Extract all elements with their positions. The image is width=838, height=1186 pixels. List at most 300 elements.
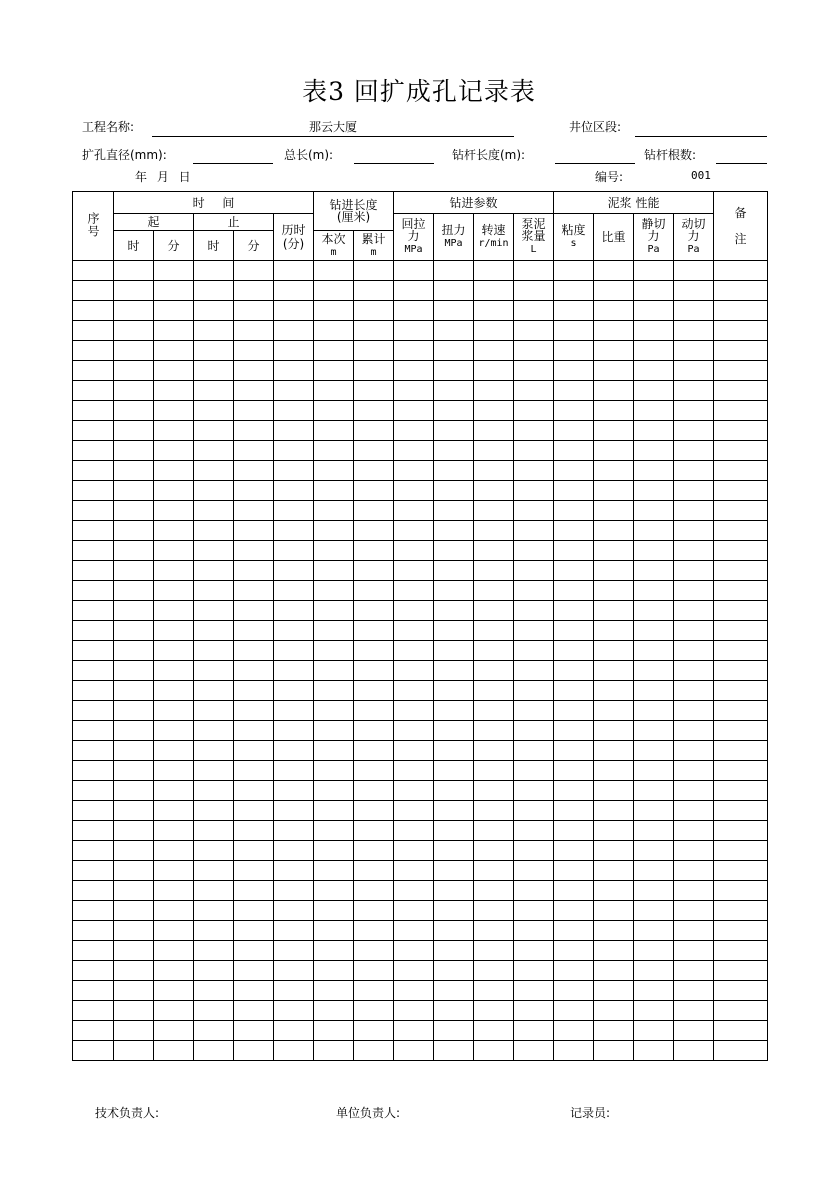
table-cell[interactable]	[714, 301, 768, 321]
table-cell[interactable]	[274, 461, 314, 481]
table-cell[interactable]	[554, 721, 594, 741]
table-cell[interactable]	[594, 321, 634, 341]
table-cell[interactable]	[634, 661, 674, 681]
table-cell[interactable]	[714, 801, 768, 821]
table-cell[interactable]	[194, 861, 234, 881]
table-cell[interactable]	[73, 341, 114, 361]
table-cell[interactable]	[634, 701, 674, 721]
table-cell[interactable]	[634, 301, 674, 321]
table-cell[interactable]	[474, 541, 514, 561]
table-cell[interactable]	[474, 701, 514, 721]
table-cell[interactable]	[474, 721, 514, 741]
table-cell[interactable]	[514, 501, 554, 521]
table-cell[interactable]	[114, 1041, 154, 1061]
table-cell[interactable]	[354, 421, 394, 441]
table-cell[interactable]	[274, 361, 314, 381]
table-cell[interactable]	[234, 401, 274, 421]
table-cell[interactable]	[594, 641, 634, 661]
table-cell[interactable]	[114, 961, 154, 981]
table-cell[interactable]	[274, 901, 314, 921]
table-cell[interactable]	[354, 981, 394, 1001]
table-cell[interactable]	[354, 361, 394, 381]
table-cell[interactable]	[354, 341, 394, 361]
table-cell[interactable]	[634, 921, 674, 941]
table-cell[interactable]	[394, 561, 434, 581]
table-cell[interactable]	[514, 901, 554, 921]
table-cell[interactable]	[314, 641, 354, 661]
table-cell[interactable]	[314, 741, 354, 761]
table-cell[interactable]	[474, 861, 514, 881]
table-cell[interactable]	[114, 1001, 154, 1021]
table-cell[interactable]	[114, 321, 154, 341]
table-cell[interactable]	[514, 561, 554, 581]
table-cell[interactable]	[314, 681, 354, 701]
table-cell[interactable]	[634, 961, 674, 981]
table-cell[interactable]	[554, 301, 594, 321]
table-cell[interactable]	[114, 621, 154, 641]
table-cell[interactable]	[73, 421, 114, 441]
table-cell[interactable]	[554, 441, 594, 461]
table-cell[interactable]	[674, 721, 714, 741]
table-cell[interactable]	[514, 961, 554, 981]
table-cell[interactable]	[394, 401, 434, 421]
table-cell[interactable]	[114, 721, 154, 741]
table-cell[interactable]	[674, 1041, 714, 1061]
table-cell[interactable]	[314, 921, 354, 941]
table-cell[interactable]	[394, 641, 434, 661]
table-cell[interactable]	[394, 441, 434, 461]
table-cell[interactable]	[234, 561, 274, 581]
table-cell[interactable]	[354, 561, 394, 581]
table-cell[interactable]	[194, 601, 234, 621]
table-cell[interactable]	[73, 281, 114, 301]
table-cell[interactable]	[434, 381, 474, 401]
table-cell[interactable]	[314, 401, 354, 421]
table-cell[interactable]	[714, 341, 768, 361]
table-cell[interactable]	[194, 361, 234, 381]
table-cell[interactable]	[514, 401, 554, 421]
table-cell[interactable]	[274, 541, 314, 561]
table-cell[interactable]	[354, 481, 394, 501]
table-cell[interactable]	[154, 841, 194, 861]
table-cell[interactable]	[354, 901, 394, 921]
table-cell[interactable]	[73, 1041, 114, 1061]
table-cell[interactable]	[554, 741, 594, 761]
table-cell[interactable]	[73, 561, 114, 581]
table-cell[interactable]	[234, 721, 274, 741]
table-cell[interactable]	[634, 741, 674, 761]
table-cell[interactable]	[634, 381, 674, 401]
table-cell[interactable]	[73, 741, 114, 761]
table-cell[interactable]	[594, 501, 634, 521]
rod-count-field[interactable]	[716, 163, 767, 164]
table-cell[interactable]	[194, 941, 234, 961]
table-cell[interactable]	[434, 261, 474, 281]
table-cell[interactable]	[194, 481, 234, 501]
table-cell[interactable]	[714, 821, 768, 841]
table-cell[interactable]	[154, 341, 194, 361]
table-cell[interactable]	[274, 441, 314, 461]
table-cell[interactable]	[194, 521, 234, 541]
table-cell[interactable]	[674, 841, 714, 861]
table-cell[interactable]	[714, 961, 768, 981]
table-cell[interactable]	[314, 801, 354, 821]
table-cell[interactable]	[674, 741, 714, 761]
table-cell[interactable]	[114, 541, 154, 561]
table-cell[interactable]	[194, 721, 234, 741]
table-cell[interactable]	[674, 961, 714, 981]
table-cell[interactable]	[394, 861, 434, 881]
table-cell[interactable]	[73, 401, 114, 421]
table-cell[interactable]	[114, 461, 154, 481]
table-cell[interactable]	[554, 601, 594, 621]
table-cell[interactable]	[234, 621, 274, 641]
table-cell[interactable]	[274, 581, 314, 601]
table-cell[interactable]	[594, 301, 634, 321]
table-cell[interactable]	[154, 901, 194, 921]
table-cell[interactable]	[634, 721, 674, 741]
table-cell[interactable]	[274, 741, 314, 761]
table-cell[interactable]	[114, 601, 154, 621]
table-cell[interactable]	[594, 481, 634, 501]
table-cell[interactable]	[554, 581, 594, 601]
table-cell[interactable]	[634, 841, 674, 861]
table-cell[interactable]	[194, 1001, 234, 1021]
table-cell[interactable]	[554, 881, 594, 901]
table-cell[interactable]	[234, 281, 274, 301]
table-cell[interactable]	[274, 801, 314, 821]
table-cell[interactable]	[514, 821, 554, 841]
table-cell[interactable]	[314, 761, 354, 781]
table-cell[interactable]	[514, 461, 554, 481]
table-cell[interactable]	[73, 1021, 114, 1041]
table-cell[interactable]	[594, 861, 634, 881]
table-cell[interactable]	[554, 861, 594, 881]
table-cell[interactable]	[73, 481, 114, 501]
table-cell[interactable]	[434, 721, 474, 741]
table-cell[interactable]	[274, 501, 314, 521]
table-cell[interactable]	[234, 1001, 274, 1021]
table-cell[interactable]	[234, 821, 274, 841]
table-cell[interactable]	[434, 781, 474, 801]
table-cell[interactable]	[394, 501, 434, 521]
table-cell[interactable]	[314, 661, 354, 681]
table-cell[interactable]	[594, 761, 634, 781]
table-cell[interactable]	[314, 541, 354, 561]
table-cell[interactable]	[234, 601, 274, 621]
table-cell[interactable]	[474, 821, 514, 841]
table-cell[interactable]	[714, 621, 768, 641]
table-cell[interactable]	[354, 441, 394, 461]
table-cell[interactable]	[634, 401, 674, 421]
table-cell[interactable]	[154, 941, 194, 961]
table-cell[interactable]	[354, 801, 394, 821]
table-cell[interactable]	[474, 361, 514, 381]
table-cell[interactable]	[234, 441, 274, 461]
table-cell[interactable]	[634, 281, 674, 301]
table-cell[interactable]	[154, 441, 194, 461]
table-cell[interactable]	[114, 501, 154, 521]
table-cell[interactable]	[674, 541, 714, 561]
table-cell[interactable]	[354, 861, 394, 881]
table-cell[interactable]	[274, 661, 314, 681]
table-cell[interactable]	[434, 921, 474, 941]
table-cell[interactable]	[474, 621, 514, 641]
table-cell[interactable]	[394, 301, 434, 321]
table-cell[interactable]	[274, 1001, 314, 1021]
table-cell[interactable]	[314, 281, 354, 301]
table-cell[interactable]	[434, 1041, 474, 1061]
table-cell[interactable]	[474, 441, 514, 461]
table-cell[interactable]	[674, 1001, 714, 1021]
table-cell[interactable]	[554, 541, 594, 561]
table-cell[interactable]	[194, 701, 234, 721]
table-cell[interactable]	[394, 981, 434, 1001]
table-cell[interactable]	[314, 1001, 354, 1021]
table-cell[interactable]	[314, 441, 354, 461]
table-cell[interactable]	[114, 701, 154, 721]
table-cell[interactable]	[354, 261, 394, 281]
table-cell[interactable]	[234, 361, 274, 381]
table-cell[interactable]	[154, 321, 194, 341]
table-cell[interactable]	[73, 521, 114, 541]
table-cell[interactable]	[274, 341, 314, 361]
table-cell[interactable]	[474, 961, 514, 981]
table-cell[interactable]	[314, 581, 354, 601]
table-cell[interactable]	[314, 461, 354, 481]
table-cell[interactable]	[194, 641, 234, 661]
table-cell[interactable]	[714, 361, 768, 381]
table-cell[interactable]	[714, 701, 768, 721]
table-cell[interactable]	[474, 841, 514, 861]
table-cell[interactable]	[354, 721, 394, 741]
table-cell[interactable]	[594, 441, 634, 461]
table-cell[interactable]	[274, 421, 314, 441]
table-cell[interactable]	[514, 801, 554, 821]
table-cell[interactable]	[714, 261, 768, 281]
table-cell[interactable]	[674, 941, 714, 961]
table-cell[interactable]	[234, 881, 274, 901]
table-cell[interactable]	[714, 541, 768, 561]
table-cell[interactable]	[554, 1001, 594, 1021]
table-cell[interactable]	[73, 761, 114, 781]
table-cell[interactable]	[154, 781, 194, 801]
table-cell[interactable]	[434, 461, 474, 481]
table-cell[interactable]	[674, 661, 714, 681]
table-cell[interactable]	[474, 1041, 514, 1061]
table-cell[interactable]	[674, 801, 714, 821]
table-cell[interactable]	[474, 581, 514, 601]
table-cell[interactable]	[434, 341, 474, 361]
table-cell[interactable]	[634, 621, 674, 641]
table-cell[interactable]	[154, 641, 194, 661]
table-cell[interactable]	[714, 781, 768, 801]
table-cell[interactable]	[274, 281, 314, 301]
table-cell[interactable]	[474, 501, 514, 521]
table-cell[interactable]	[474, 681, 514, 701]
table-cell[interactable]	[194, 921, 234, 941]
table-cell[interactable]	[514, 301, 554, 321]
table-cell[interactable]	[514, 921, 554, 941]
table-cell[interactable]	[234, 861, 274, 881]
table-cell[interactable]	[554, 261, 594, 281]
table-cell[interactable]	[434, 481, 474, 501]
table-cell[interactable]	[234, 541, 274, 561]
table-cell[interactable]	[554, 961, 594, 981]
table-cell[interactable]	[154, 761, 194, 781]
table-cell[interactable]	[194, 401, 234, 421]
table-cell[interactable]	[154, 281, 194, 301]
table-cell[interactable]	[394, 941, 434, 961]
table-cell[interactable]	[194, 681, 234, 701]
table-cell[interactable]	[394, 1001, 434, 1021]
table-cell[interactable]	[514, 681, 554, 701]
table-cell[interactable]	[394, 1021, 434, 1041]
table-cell[interactable]	[594, 421, 634, 441]
table-cell[interactable]	[594, 521, 634, 541]
table-cell[interactable]	[234, 661, 274, 681]
table-cell[interactable]	[274, 601, 314, 621]
table-cell[interactable]	[514, 641, 554, 661]
table-cell[interactable]	[474, 781, 514, 801]
table-cell[interactable]	[274, 941, 314, 961]
table-cell[interactable]	[434, 601, 474, 621]
table-cell[interactable]	[514, 701, 554, 721]
table-cell[interactable]	[554, 561, 594, 581]
table-cell[interactable]	[714, 1021, 768, 1041]
table-cell[interactable]	[674, 621, 714, 641]
table-cell[interactable]	[154, 561, 194, 581]
table-cell[interactable]	[114, 801, 154, 821]
table-cell[interactable]	[194, 281, 234, 301]
table-cell[interactable]	[434, 741, 474, 761]
table-cell[interactable]	[474, 601, 514, 621]
table-cell[interactable]	[514, 601, 554, 621]
table-cell[interactable]	[554, 981, 594, 1001]
table-cell[interactable]	[554, 821, 594, 841]
table-cell[interactable]	[474, 881, 514, 901]
table-cell[interactable]	[114, 1021, 154, 1041]
table-cell[interactable]	[314, 561, 354, 581]
table-cell[interactable]	[634, 681, 674, 701]
table-cell[interactable]	[234, 301, 274, 321]
table-cell[interactable]	[73, 321, 114, 341]
table-cell[interactable]	[274, 881, 314, 901]
table-cell[interactable]	[114, 821, 154, 841]
table-cell[interactable]	[73, 841, 114, 861]
table-cell[interactable]	[194, 761, 234, 781]
table-cell[interactable]	[474, 401, 514, 421]
table-cell[interactable]	[274, 621, 314, 641]
table-cell[interactable]	[634, 341, 674, 361]
table-cell[interactable]	[154, 821, 194, 841]
table-cell[interactable]	[354, 941, 394, 961]
table-cell[interactable]	[714, 581, 768, 601]
table-cell[interactable]	[434, 401, 474, 421]
table-cell[interactable]	[114, 421, 154, 441]
table-cell[interactable]	[194, 441, 234, 461]
table-cell[interactable]	[474, 641, 514, 661]
table-cell[interactable]	[354, 301, 394, 321]
table-cell[interactable]	[714, 921, 768, 941]
table-cell[interactable]	[714, 421, 768, 441]
table-cell[interactable]	[554, 701, 594, 721]
table-cell[interactable]	[674, 601, 714, 621]
table-cell[interactable]	[234, 261, 274, 281]
table-cell[interactable]	[514, 761, 554, 781]
table-cell[interactable]	[274, 561, 314, 581]
table-cell[interactable]	[73, 981, 114, 1001]
table-cell[interactable]	[114, 941, 154, 961]
table-cell[interactable]	[194, 841, 234, 861]
table-cell[interactable]	[194, 421, 234, 441]
table-cell[interactable]	[714, 521, 768, 541]
table-cell[interactable]	[714, 881, 768, 901]
table-cell[interactable]	[394, 281, 434, 301]
table-cell[interactable]	[114, 641, 154, 661]
table-cell[interactable]	[434, 521, 474, 541]
table-cell[interactable]	[194, 1021, 234, 1041]
table-cell[interactable]	[73, 661, 114, 681]
table-cell[interactable]	[314, 341, 354, 361]
table-cell[interactable]	[634, 781, 674, 801]
table-cell[interactable]	[634, 461, 674, 481]
table-cell[interactable]	[154, 501, 194, 521]
well-section-field[interactable]	[635, 136, 767, 137]
table-cell[interactable]	[634, 1041, 674, 1061]
table-cell[interactable]	[434, 941, 474, 961]
table-cell[interactable]	[594, 661, 634, 681]
table-cell[interactable]	[114, 761, 154, 781]
table-cell[interactable]	[73, 461, 114, 481]
table-cell[interactable]	[514, 941, 554, 961]
table-cell[interactable]	[634, 981, 674, 1001]
table-cell[interactable]	[354, 741, 394, 761]
table-cell[interactable]	[674, 461, 714, 481]
table-cell[interactable]	[594, 261, 634, 281]
table-cell[interactable]	[474, 1021, 514, 1041]
table-cell[interactable]	[234, 681, 274, 701]
table-cell[interactable]	[314, 301, 354, 321]
table-cell[interactable]	[234, 501, 274, 521]
table-cell[interactable]	[634, 581, 674, 601]
table-cell[interactable]	[154, 621, 194, 641]
table-cell[interactable]	[674, 681, 714, 701]
table-cell[interactable]	[674, 641, 714, 661]
table-cell[interactable]	[154, 261, 194, 281]
table-cell[interactable]	[674, 401, 714, 421]
table-cell[interactable]	[73, 781, 114, 801]
table-cell[interactable]	[634, 481, 674, 501]
table-cell[interactable]	[73, 541, 114, 561]
table-cell[interactable]	[154, 721, 194, 741]
table-cell[interactable]	[594, 581, 634, 601]
table-cell[interactable]	[274, 321, 314, 341]
table-cell[interactable]	[714, 321, 768, 341]
table-cell[interactable]	[434, 981, 474, 1001]
table-cell[interactable]	[554, 401, 594, 421]
table-cell[interactable]	[634, 1001, 674, 1021]
table-cell[interactable]	[634, 561, 674, 581]
table-cell[interactable]	[354, 641, 394, 661]
table-cell[interactable]	[434, 621, 474, 641]
table-cell[interactable]	[674, 1021, 714, 1041]
table-cell[interactable]	[114, 281, 154, 301]
table-cell[interactable]	[154, 1001, 194, 1021]
table-cell[interactable]	[194, 461, 234, 481]
table-cell[interactable]	[234, 1021, 274, 1041]
table-cell[interactable]	[434, 561, 474, 581]
